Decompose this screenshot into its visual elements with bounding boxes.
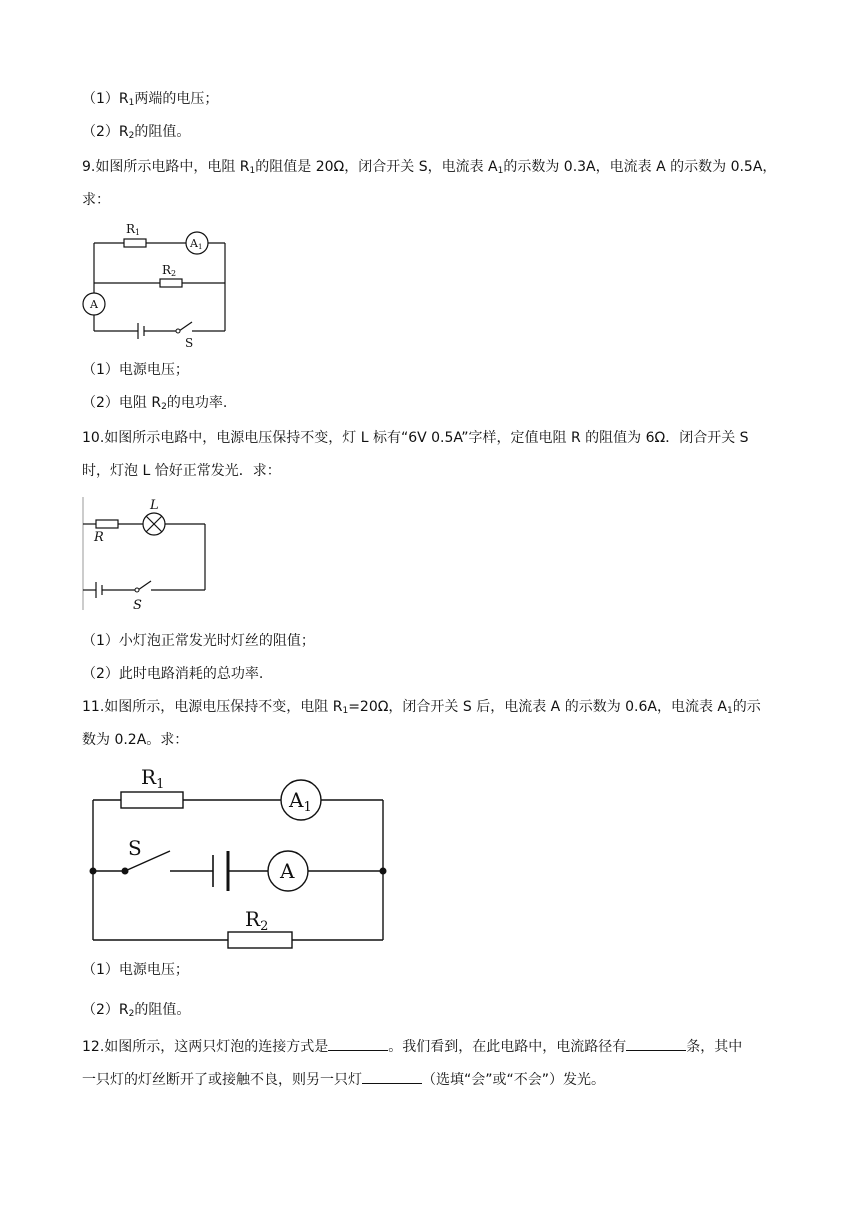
q9-label-a: A [90,298,98,311]
q11-label-r1: $R_1$ [141,765,165,792]
q11-label-r2: $R_2$ [245,907,269,934]
q11-label-a: A [280,859,295,883]
q10-item-2: （2）此时电路消耗的总功率. [82,666,264,682]
q11-item-2: $(2)R_2$的阻值。 [82,1002,191,1019]
q8-item-2: $(2)R_2$的阻值。 [82,124,191,141]
q9-circuit-diagram [80,215,240,350]
q11-stem-line2: 数为 0.2A。求： [82,732,189,748]
q10-item-1: （1）小灯泡正常发光时灯丝的阻值； [82,633,315,649]
q9-label-r2: R2 [162,263,177,278]
q11-item-1: （1）电源电压； [82,962,189,978]
q10-label-s: S [133,598,142,613]
q9-item-1: （1）电源电压； [82,362,189,378]
q11-circuit-diagram [85,760,395,950]
q9-label-r1: R1 [126,222,141,237]
q11-label-s: S [128,836,142,860]
q10-circuit-diagram [80,495,215,615]
q9-label-s: S [185,336,194,350]
q11-stem-line1: 11.如图所示，电源电压保持不变，电阻 $R_1=20\Omega$，闭合开关 S 后，电流表 A 的示数为 0.6A，电流表 $A_1$的示 [82,699,761,716]
q9-stem-line1: 9.如图所示电路中，电阻 $R_1$的阻值是 20Ω，闭合开关 S，电流表 $A_1$的示数为 0.3A，电流表 A 的示数为 0.5A， [82,159,777,176]
q10-stem-line2: 时，灯泡 L 恰好正常发光．求： [82,463,281,479]
q10-stem-line1: 10.如图所示电路中，电源电压保持不变，灯 L 标有“6V 0.5A”字样，定值电阻 R 的阻值为 6Ω．闭合开关 S [82,430,749,446]
q10-label-r: R [94,530,104,545]
q8-item-1: $(1)R_1$两端的电压； [82,91,219,108]
q12-blank-1[interactable] [328,1036,388,1051]
q12-stem-line1: 12.如图所示，这两只灯泡的连接方式是 。我们看到，在此电路中，电流路径有 条，其中 [82,1036,742,1057]
q12-blank-2[interactable] [626,1036,686,1051]
q9-stem-line2: 求： [82,192,110,208]
q9-label-a1: A1 [190,237,203,251]
q12-stem-line2: 一只灯的灯丝断开了或接触不良，则另一只灯 （选填“会”或“不会”）发光。 [82,1069,605,1090]
q11-label-a1: $A_1$ [289,788,312,815]
q12-blank-3[interactable] [362,1069,422,1084]
q10-label-l: L [150,498,159,513]
q9-item-2: （2）电阻 $R_2$的电功率. [82,395,228,412]
